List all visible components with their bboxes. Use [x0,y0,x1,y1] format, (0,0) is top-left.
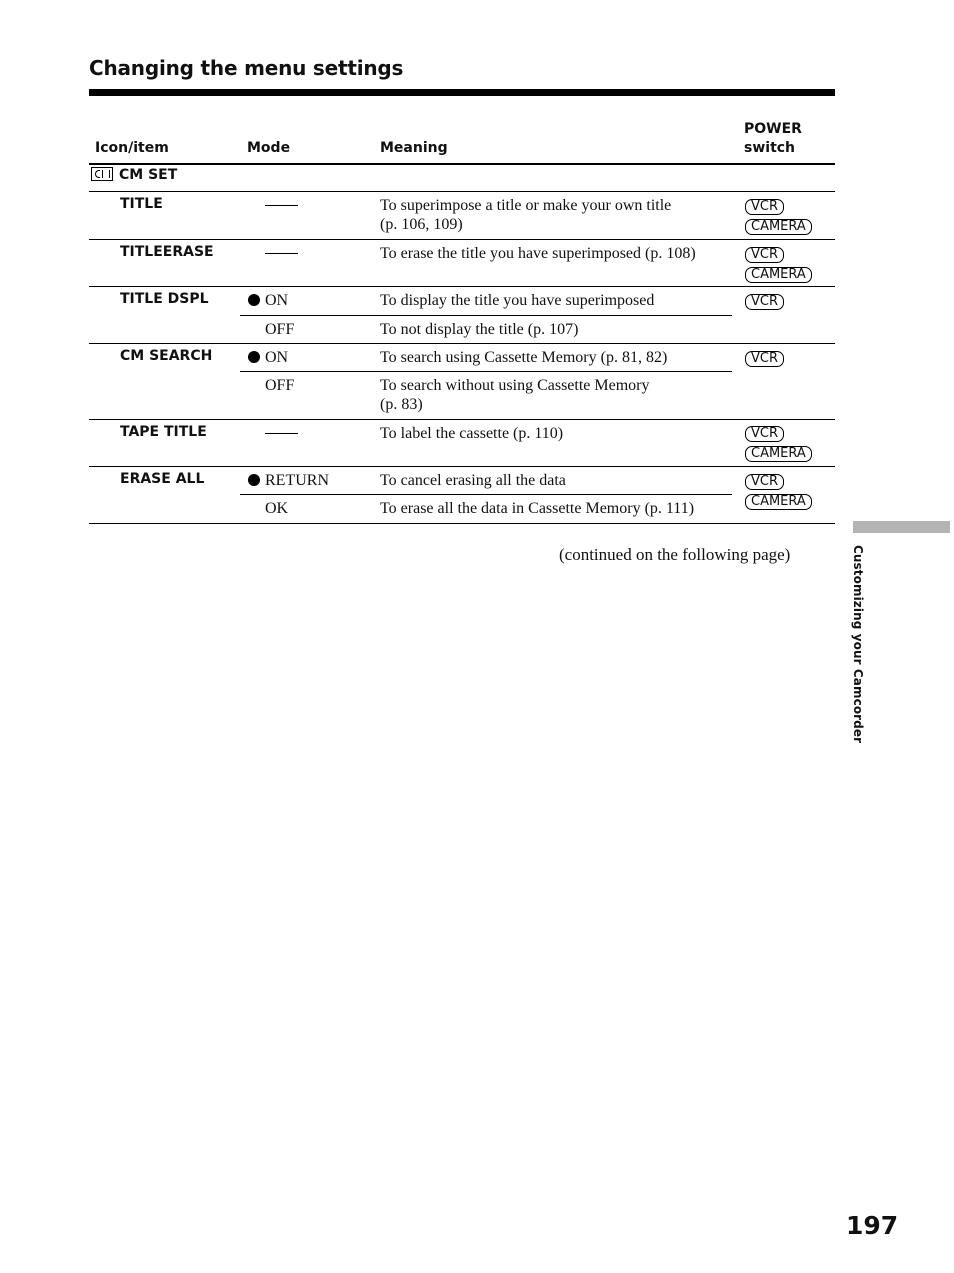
camera-badge: CAMERA [745,494,812,510]
cassette-memory-icon [91,167,113,181]
item-erase-all: ERASE ALL [120,471,205,487]
meaning-title [380,196,671,234]
meaning-erase-all-return: To cancel erasing all the data [380,472,566,489]
section-cm-set [91,167,177,183]
dash-mark [265,433,298,434]
row-rule [89,466,835,467]
dash-mark [265,205,298,206]
header-meaning: Meaning [380,140,448,156]
mode-none [265,244,298,263]
menu-settings-table [89,96,835,526]
side-tab-bar [853,521,950,533]
header-mode: Mode [247,140,291,156]
row-rule [89,286,835,287]
item-titleerase: TITLEERASE [120,244,214,260]
power-badges [745,294,835,314]
header-power-line1: POWER [744,121,802,137]
power-badges [745,426,835,466]
vcr-badge: VCR [745,247,784,263]
sub-row-rule [240,371,732,372]
meaning-title-dspl-off: To not display the title (p. 107) [380,321,579,338]
meaning-line: (p. 106, 109) [380,216,463,233]
sub-row-rule [240,494,732,495]
mode-label: ON [265,292,289,309]
camera-badge: CAMERA [745,446,812,462]
row-rule [89,343,835,344]
meaning-line: To search without using Cassette Memory [380,377,650,394]
default-dot-icon [248,294,260,306]
mode-none [265,424,298,443]
header-power-line2: switch [744,140,796,156]
power-badges [745,247,835,287]
meaning-cm-search-off [380,376,650,414]
mode-none [265,196,298,215]
vcr-badge: VCR [745,199,784,215]
default-dot-icon [248,351,260,363]
mode-label: ON [265,349,289,366]
item-cm-search: CM SEARCH [120,348,213,364]
mode-on [248,291,288,310]
row-rule [89,239,835,240]
mode-off: OFF [265,321,295,338]
row-rule [89,419,835,420]
meaning-line: To superimpose a title or make your own title [380,197,672,214]
table-bottom-rule [89,523,835,524]
meaning-titleerase: To erase the title you have superimposed (p. 108) [380,245,696,262]
mode-ok: OK [265,500,289,517]
meaning-title-dspl-on: To display the title you have superimposed [380,292,655,309]
section-label: CM SET [119,167,178,183]
item-tape-title: TAPE TITLE [120,424,207,440]
page-number: 197 [846,1211,899,1240]
camera-badge: CAMERA [745,219,812,235]
meaning-tape-title: To label the cassette (p. 110) [380,425,564,442]
side-tab-label: Customizing your Camcorder [851,545,865,744]
header-rule [89,163,835,165]
header-icon-item: Icon/item [95,140,169,156]
mode-return [248,471,329,490]
meaning-cm-search-on: To search using Cassette Memory (p. 81, 82) [380,349,668,366]
mode-label: RETURN [265,472,329,489]
page-title: Changing the menu settings [89,56,404,80]
sub-row-rule [240,315,732,316]
item-title: TITLE [120,196,163,212]
dash-mark [265,253,298,254]
item-title-dspl: TITLE DSPL [120,291,209,307]
default-dot-icon [248,474,260,486]
continued-note: (continued on the following page) [559,545,791,564]
vcr-badge: VCR [745,474,784,490]
vcr-badge: VCR [745,294,784,310]
camera-badge: CAMERA [745,267,812,283]
power-badges [745,199,835,239]
mode-off: OFF [265,377,295,394]
meaning-line: (p. 83) [380,396,423,413]
vcr-badge: VCR [745,351,784,367]
row-rule [89,191,835,192]
title-rule [89,89,835,96]
vcr-badge: VCR [745,426,784,442]
power-badges [745,351,835,371]
mode-on [248,348,288,367]
power-badges [745,474,835,514]
meaning-erase-all-ok: To erase all the data in Cassette Memory (p. 111) [380,500,695,517]
header-power-switch [744,120,802,158]
